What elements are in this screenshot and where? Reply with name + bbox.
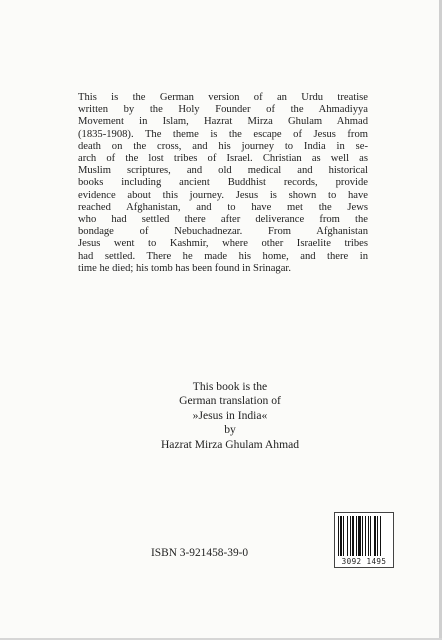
barcode-bar xyxy=(362,516,363,556)
barcode-bar xyxy=(374,516,376,556)
barcode-bar xyxy=(338,516,339,556)
note-line: »Jesus in India« xyxy=(192,408,268,422)
barcode-bar xyxy=(365,516,366,556)
blurb-line: Jesus went to Kashmir, where other Israelite tribes xyxy=(78,238,368,250)
blurb-line: written by the Holy Founder of the Ahmadiyya xyxy=(78,104,368,116)
barcode-bar xyxy=(380,516,381,556)
barcode xyxy=(334,512,394,568)
isbn-number: ISBN 3-921458-39-0 xyxy=(151,547,249,559)
barcode-bar xyxy=(377,516,378,556)
barcode-bars xyxy=(338,516,390,556)
barcode-bar xyxy=(370,516,371,556)
note-line: This book is the xyxy=(192,380,268,393)
barcode-bar xyxy=(340,516,342,556)
barcode-bar xyxy=(352,516,354,556)
note-line: German translation of xyxy=(179,394,281,408)
blurb-line: evidence about this journey. Jesus is shown to have xyxy=(78,189,368,201)
blurb-line: (1835-1908). The theme is the escape of Jesus from xyxy=(78,128,368,140)
blurb-line: This is the German version of an Urdu treatise xyxy=(78,92,368,103)
barcode-digits: 3092 1495 xyxy=(341,557,387,566)
barcode-bar xyxy=(356,516,357,556)
blurb-line: had settled. There he made his home, and there in xyxy=(78,250,368,262)
blurb-line: time he died; his tomb has been found in Srinagar. xyxy=(78,262,292,274)
barcode-bar xyxy=(368,516,369,556)
note-line: Hazrat Mirza Ghulam Ahmad xyxy=(160,437,300,451)
blurb-line: death on the cross, and his journey to India in se- xyxy=(78,140,368,152)
blurb-line: reached Afghanistan, and to have met the Jews xyxy=(78,201,368,213)
blurb-line: who had settled there after deliverance from the xyxy=(78,214,368,226)
blurb-line: books including ancient Buddhist records, provide xyxy=(78,177,368,189)
barcode-bar xyxy=(350,516,351,556)
barcode-bar xyxy=(343,516,344,556)
note-line: by xyxy=(224,423,236,437)
blurb-line: Muslim scriptures, and old medical and historical xyxy=(78,165,368,177)
barcode-bar xyxy=(358,516,361,556)
blurb-paragraph xyxy=(78,92,368,275)
barcode-bar xyxy=(347,516,348,556)
blurb-line: arch of the lost tribes of Israel. Christian as well as xyxy=(78,153,368,165)
blurb-line: Movement in Islam, Hazrat Mirza Ghulam Ahmad xyxy=(78,116,368,128)
blurb-line: bondage of Nebuchadnezar. From Afghanistan xyxy=(78,226,368,238)
translation-note xyxy=(130,380,330,452)
